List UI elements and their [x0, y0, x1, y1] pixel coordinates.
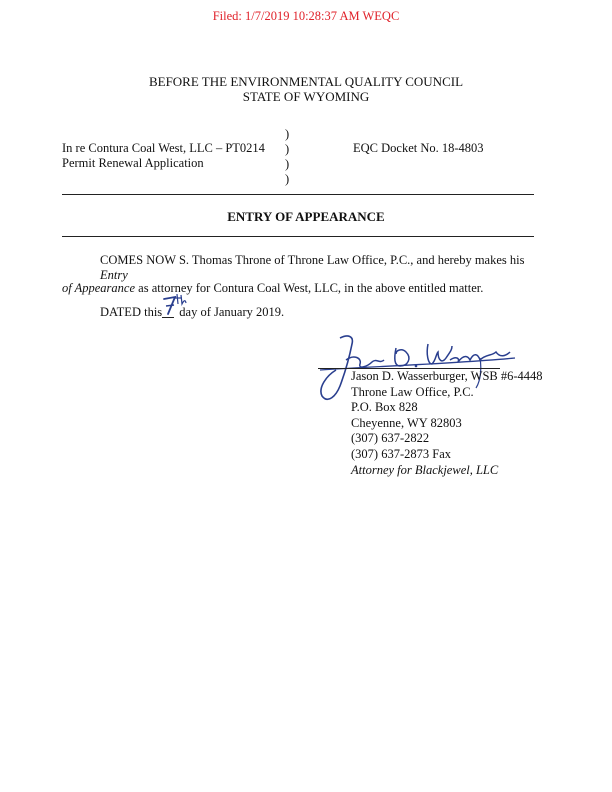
court-name: BEFORE THE ENVIRONMENTAL QUALITY COUNCIL [148, 74, 464, 89]
para1-text: COMES NOW S. Thomas Throne of Throne Law Office, P.C., and hereby makes his [100, 253, 525, 267]
para1-italic-entry: Entry [100, 268, 128, 282]
docket-number: EQC Docket No. 18-4803 [353, 141, 484, 155]
appearance-paragraph-line2 [62, 281, 536, 296]
day-blank-line [162, 317, 174, 318]
court-state: STATE OF WYOMING [242, 89, 370, 104]
paren: ) [285, 142, 290, 156]
caption-parentheses [285, 127, 289, 187]
document-title: ENTRY OF APPEARANCE [227, 209, 385, 224]
signature-block [351, 369, 543, 462]
dated-suffix: day of January 2019. [179, 305, 285, 319]
phone-number: (307) 637-2822 [351, 431, 430, 445]
paren: ) [285, 172, 290, 186]
filed-stamp: Filed: 1/7/2019 10:28:37 AM WEQC [212, 9, 400, 23]
paren: ) [285, 157, 290, 171]
divider-top [62, 194, 534, 195]
po-box: P.O. Box 828 [351, 400, 418, 414]
para1-suffix: as attorney for Contura Coal West, LLC, in the above entitled matter. [135, 281, 484, 295]
handwritten-day [161, 292, 187, 316]
law-firm: Throne Law Office, P.C. [351, 384, 474, 399]
fax-number: (307) 637-2873 Fax [351, 446, 451, 461]
case-title: In re Contura Coal West, LLC – PT0214 [62, 141, 265, 155]
case-subtitle: Permit Renewal Application [62, 156, 204, 170]
paren: ) [285, 127, 290, 141]
attorney-for: Attorney for Blackjewel, LLC [351, 463, 499, 477]
appearance-paragraph-line1 [100, 253, 536, 283]
para1-italic-appearance: of Appearance [62, 281, 136, 295]
dated-prefix: DATED this [100, 305, 166, 319]
dated-line [100, 305, 284, 320]
city-state-zip: Cheyenne, WY 82803 [351, 415, 462, 430]
divider-bottom [62, 236, 534, 237]
attorney-name-wsb: Jason D. Wasserburger, WSB #6-4448 [351, 369, 543, 383]
